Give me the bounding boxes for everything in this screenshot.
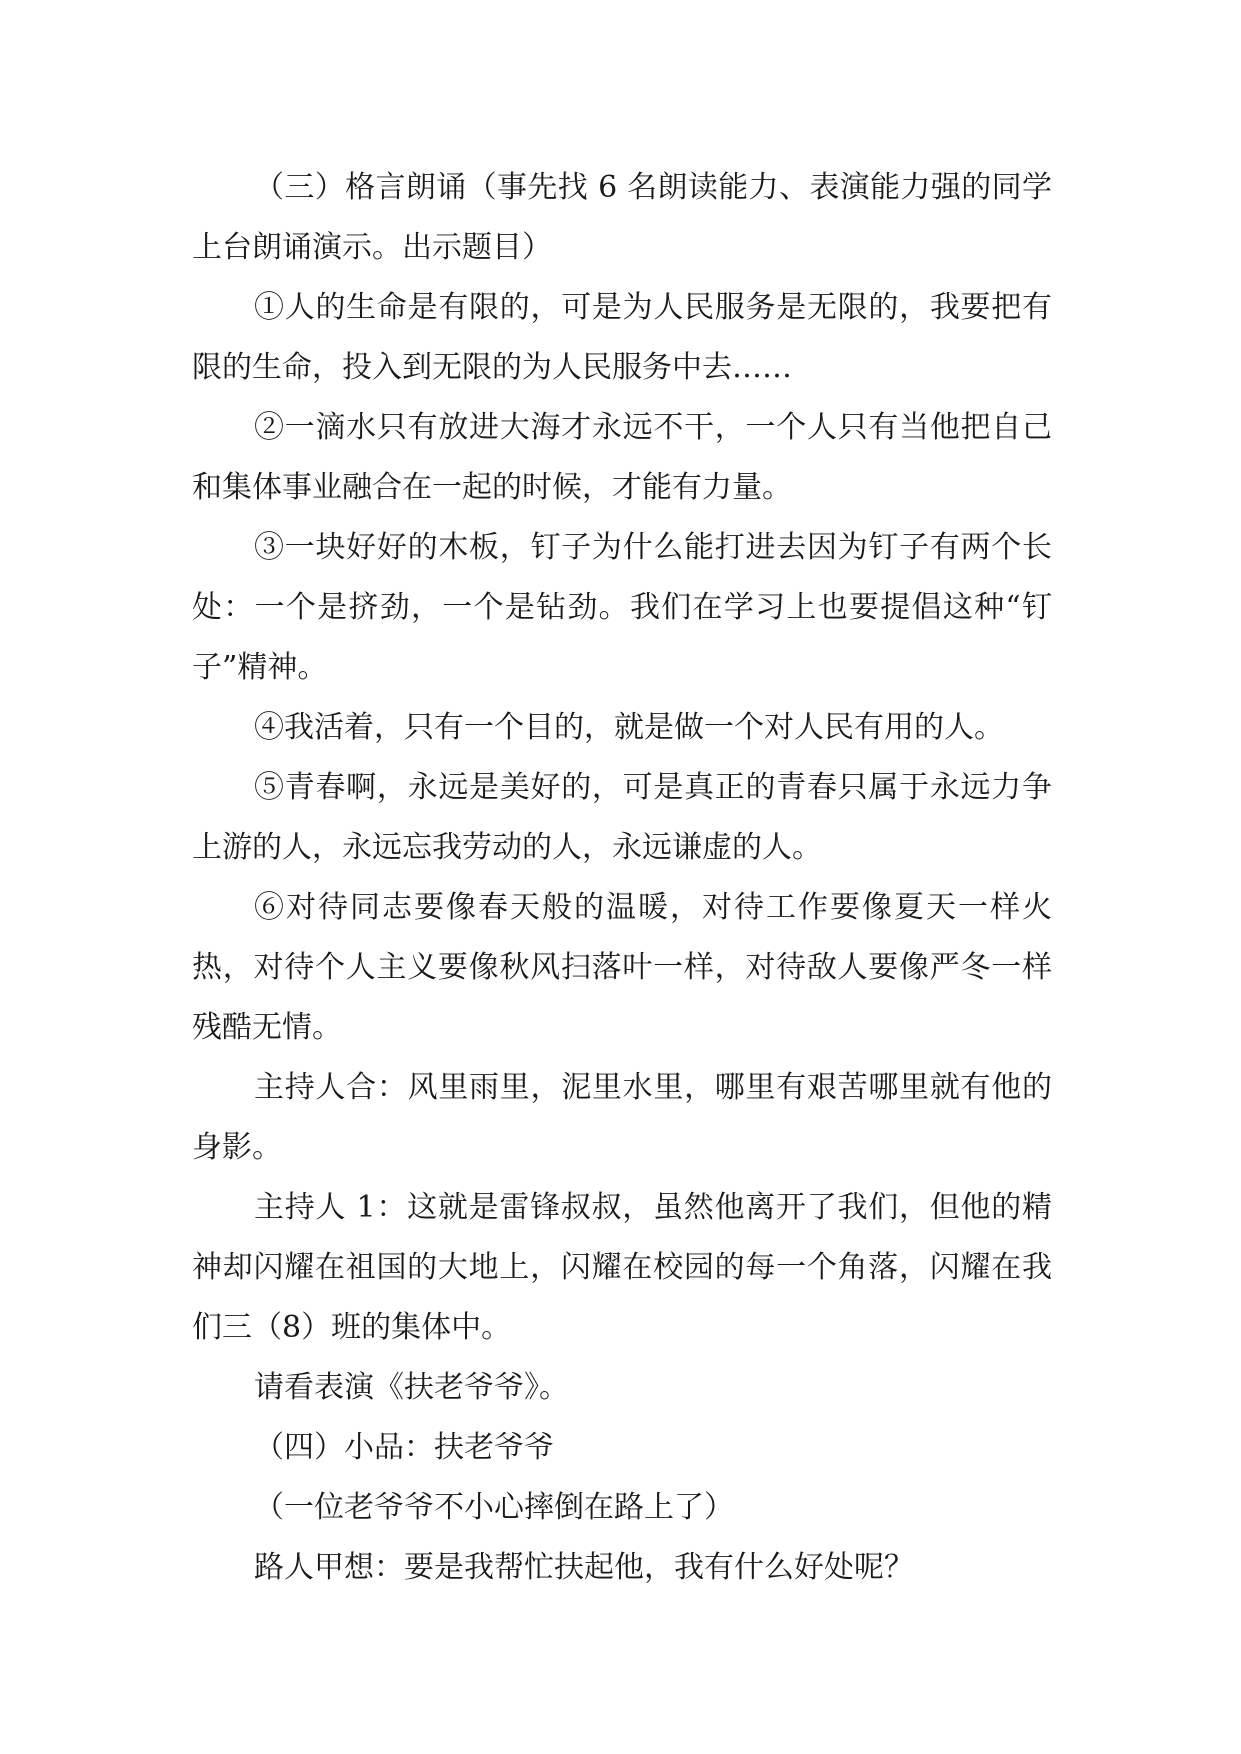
motto-4: ④我活着，只有一个目的，就是做一个对人民有用的人。 [254,710,1004,745]
performance-intro: 请看表演《扶老爷爷》。 [254,1370,569,1405]
hosts-together-line: 主持人合：风里雨里，泥里水里，哪里有艰苦哪里就有他的身影。 [192,1070,1052,1165]
section-heading-skit: （四）小品：扶老爷爷 [254,1430,554,1465]
motto-1: ①人的生命是有限的，可是为人民服务是无限的，我要把有限的生命，投入到无限的为人民服务中去…… [192,290,1052,385]
motto-5: ⑤青春啊，永远是美好的，可是真正的青春只属于永远力争上游的人，永远忘我劳动的人，永远谦虚的人。 [192,770,1052,865]
passerby-a-line: 路人甲想：要是我帮忙扶起他，我有什么好处呢？ [254,1550,914,1585]
motto-2: ②一滴水只有放进大海才永远不干，一个人只有当他把自己和集体事业融合在一起的时候，才能有力量。 [192,410,1052,505]
stage-direction: （一位老爷爷不小心摔倒在路上了） [254,1490,734,1525]
document-body [192,158,1052,1598]
motto-3: ③一块好好的木板，钉子为什么能打进去因为钉子有两个长处：一个是挤劲，一个是钻劲。我们在学习上也要提倡这种“钉子”精神。 [192,530,1052,685]
motto-6: ⑥对待同志要像春天般的温暖，对待工作要像夏天一样火热，对待个人主义要像秋风扫落叶一样，对待敌人要像严冬一样残酷无情。 [192,890,1052,1045]
host-1-line: 主持人 1：这就是雷锋叔叔，虽然他离开了我们，但他的精神却闪耀在祖国的大地上，闪耀在校园的每一个角落，闪耀在我们三（8）班的集体中。 [192,1190,1052,1345]
section-heading-motto-recital: （三）格言朗诵（事先找 6 名朗读能力、表演能力强的同学上台朗诵演示。出示题目） [192,170,1052,265]
